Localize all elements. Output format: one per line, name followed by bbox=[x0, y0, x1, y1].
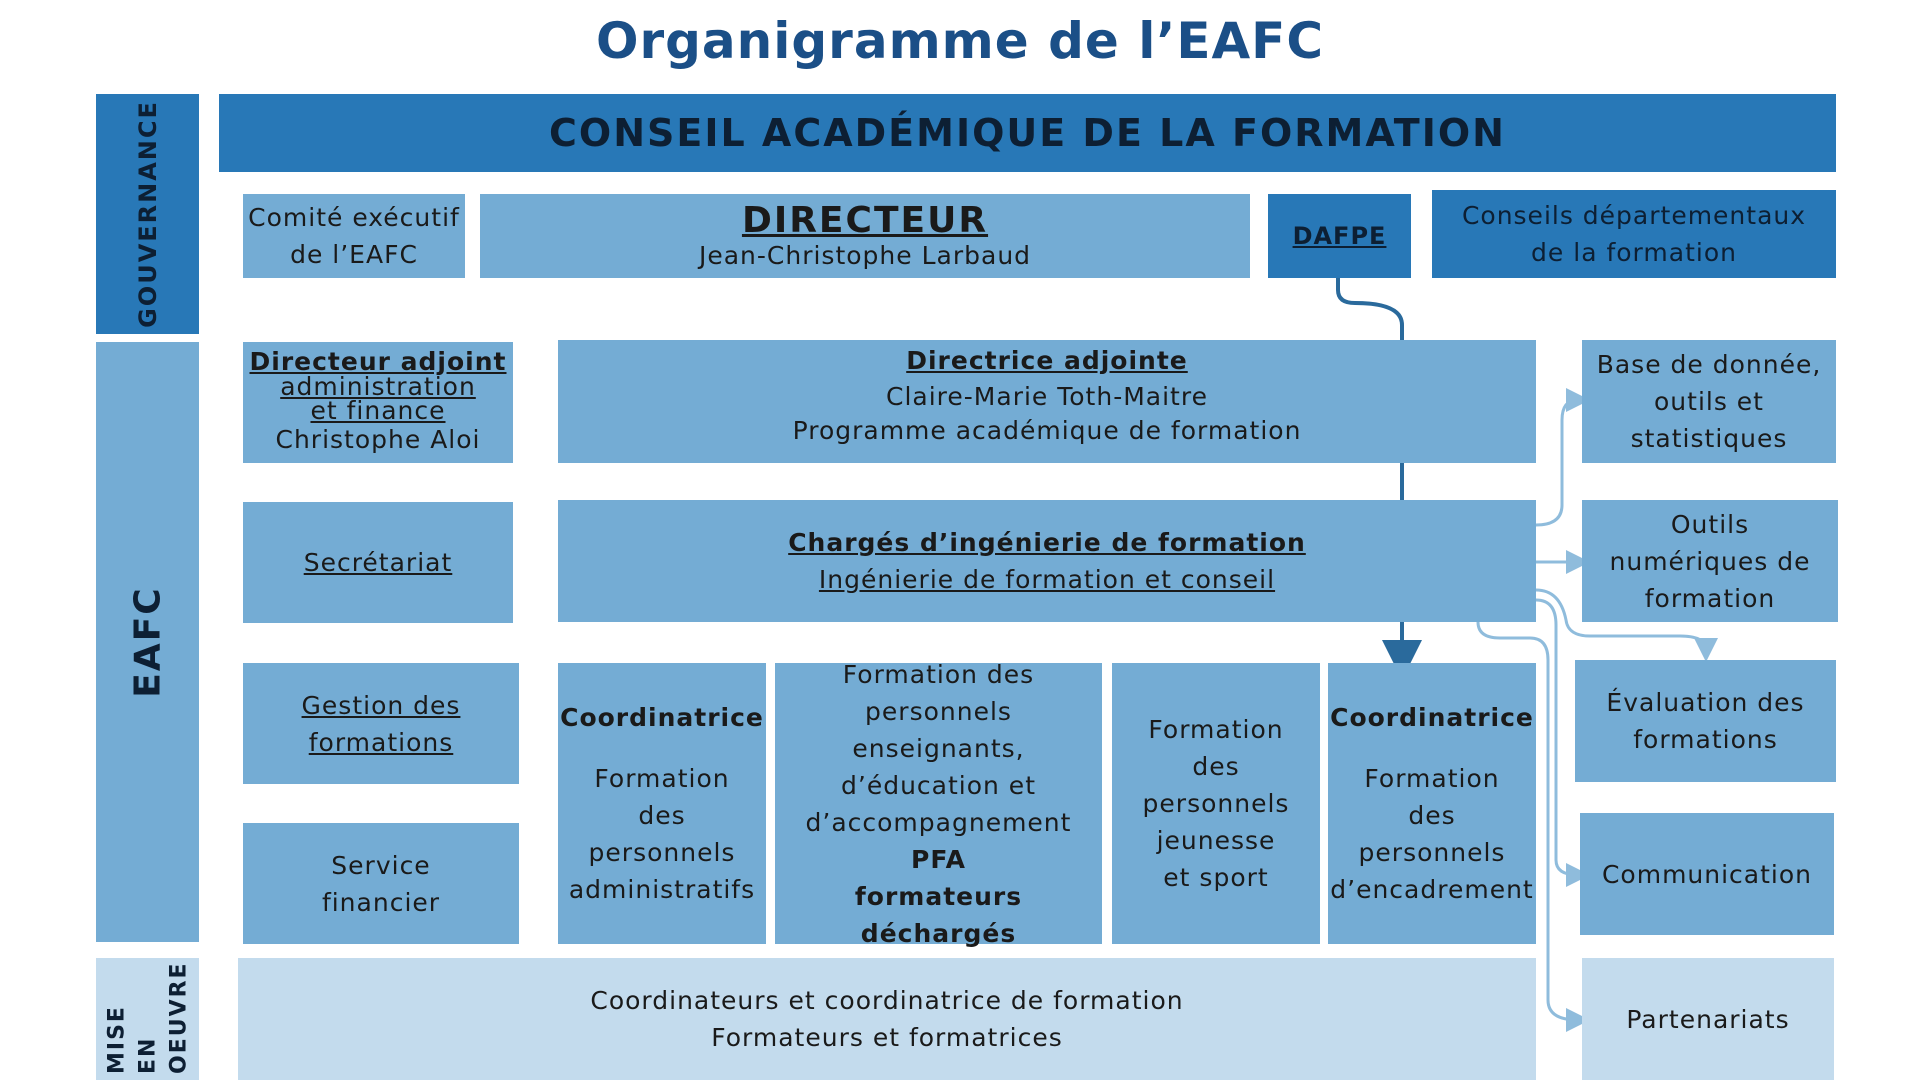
formation-enseignants-box: Formation des personnels enseignants, d’éducation et d’accompagnement PFA formateurs déchargés bbox=[775, 663, 1102, 944]
page-title: Organigramme de l’EAFC bbox=[595, 12, 1325, 70]
base-donnees-box: Base de donnée, outils et statistiques bbox=[1582, 340, 1836, 463]
conseils-departementaux-box: Conseils départementaux de la formation bbox=[1432, 190, 1836, 278]
gouvernance-band bbox=[96, 94, 199, 334]
directeur-adjoint-box: Directeur adjoint administration et finance Christophe Aloi bbox=[243, 342, 513, 463]
dafpe-box bbox=[1268, 194, 1411, 278]
coordinatrice-encadrement-box: Coordinatrice Formation des personnels d’encadrement bbox=[1328, 663, 1536, 944]
connector-dafpe-directrice bbox=[1338, 278, 1402, 340]
evaluation-formations-box: Évaluation des formations bbox=[1575, 660, 1836, 782]
eafc-label: EAFC bbox=[127, 586, 168, 698]
charges-ingenierie-box: Chargés d’ingénierie de formation Ingénierie de formation et conseil bbox=[558, 500, 1536, 622]
connector-base bbox=[1536, 400, 1578, 525]
comite-executif-box: Comité exécutif de l’EAFC bbox=[243, 194, 465, 278]
directeur-box bbox=[480, 194, 1250, 278]
gouvernance-label: GOUVERNANCE bbox=[133, 100, 162, 328]
secretariat-box[interactable] bbox=[243, 502, 513, 623]
eafc-band bbox=[96, 342, 199, 942]
communication-box: Communication bbox=[1580, 813, 1834, 935]
secretariat-link[interactable]: Secrétariat bbox=[303, 548, 453, 577]
partenariats-box: Partenariats bbox=[1582, 958, 1834, 1080]
service-financier-box: Service financier bbox=[243, 823, 519, 944]
conseil-academique-label: CONSEIL ACADÉMIQUE DE LA FORMATION bbox=[549, 111, 1506, 155]
gestion-formations-box[interactable]: Gestion des formations bbox=[243, 663, 519, 784]
coordinateurs-formateurs-box: Coordinateurs et coordinatrice de formation Formateurs et formatrices bbox=[238, 958, 1536, 1080]
conseil-academique-box bbox=[219, 94, 1836, 172]
directrice-adjointe-box: Directrice adjointe Claire-Marie Toth-Maitre Programme académique de formation bbox=[558, 340, 1536, 463]
directrice-adjointe-role: Directrice adjointe bbox=[906, 346, 1188, 375]
directeur-name: Jean-Christophe Larbaud bbox=[698, 241, 1032, 270]
coordinatrice-administratifs-box: Coordinatrice Formation des personnels administratifs bbox=[558, 663, 766, 944]
mise-en-oeuvre-band bbox=[96, 958, 199, 1080]
directeur-role: DIRECTEUR bbox=[741, 200, 989, 241]
mise-en-oeuvre-label: MISE EN OEUVRE bbox=[104, 961, 191, 1074]
dafpe-label: DAFPE bbox=[1292, 222, 1387, 250]
formation-jeunesse-sport-box: Formation des personnels jeunesse et sport bbox=[1112, 663, 1320, 944]
outils-numeriques-box: Outils numériques de formation bbox=[1582, 500, 1838, 622]
